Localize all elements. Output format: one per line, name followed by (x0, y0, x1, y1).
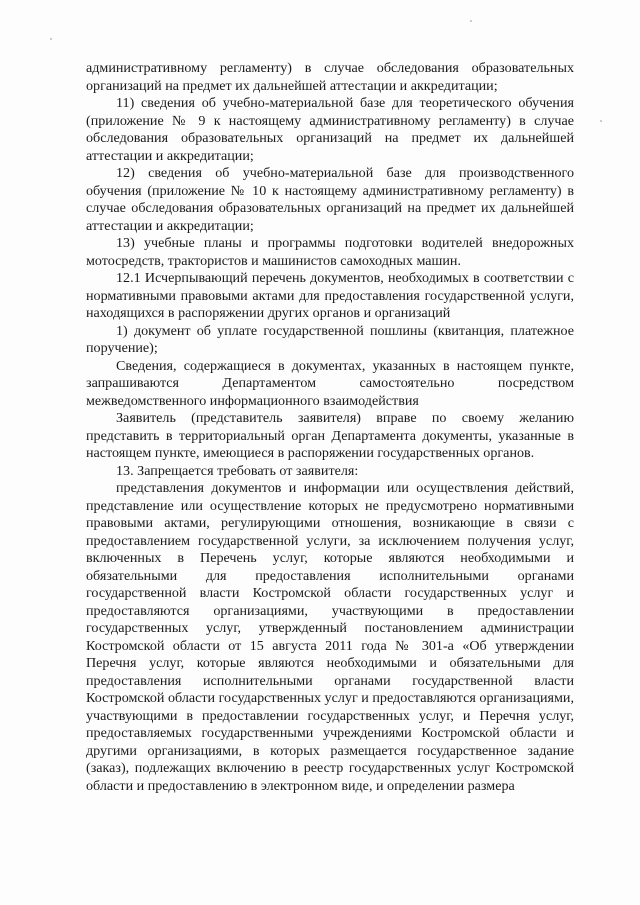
paragraph-continuation: административному регламенту) в случае обследования образовательных организаций на предмет их дальнейшей аттестации и аккредитации; (86, 60, 574, 94)
paragraph-interagency-request: Сведения, содержащиеся в документах, указанных в настоящем пункте, запрашиваются Департаментом самостоятельно посредством межведомственного информационного взаимодействия (86, 357, 574, 409)
scan-speck (50, 38, 52, 40)
paragraph-item-11: 11) сведения об учебно-материальной базе для теоретического обучения (приложение № 9 к настоящему административному регламенту) в случае обследования образовательных организаций на предмет их дальнейшей аттестации и аккредитации; (86, 95, 574, 164)
paragraph-fee-document: 1) документ об уплате государственной пошлины (квитанция, платежное поручение); (86, 322, 574, 356)
paragraph-section-12-1: 12.1 Исчерпывающий перечень документов, необходимых в соответствии с нормативными правовыми актами для предоставления государственной услуги, находящихся в распоряжении других органов и организаций (86, 270, 574, 321)
scan-speck (470, 20, 472, 22)
document-body (86, 60, 574, 795)
scan-speck (600, 120, 602, 122)
paragraph-item-13: 13) учебные планы и программы подготовки водителей внедорожных мотосредств, трактористов и машинистов самоходных машин. (86, 235, 574, 269)
paragraph-section-13-heading: 13. Запрещается требовать от заявителя: (116, 462, 359, 479)
paragraph-prohibited-requirements: представления документов и информации или осуществления действий, представление или осуществление которых не предусмотрено нормативными правовыми актами, регулирующими отношения, возникающие в связи с предоставлением государственной услуги, за исключением получения услуг, включенных в Перечень услуг, которые являются необходимыми и обязательными для предоставления исполнительными органами государственной власти Костромской области государственных услуг и предоставляются организациями, участвующими в предоставлении государственных услуг, утвержденный постановлением администрации Костромской области от 15 августа 2011 года № 301-а «Об утверждении Перечня услуг, которые являются необходимыми и обязательными для предоставления исполнительными органами государственной власти Костромской области государственных услуг и предоставляются организациями, участвующими в предоставлении государственных услуг, и Перечня услуг, предоставляемых государственными учреждениями Костромской области и другими организациями, в которых размещается государственное задание (заказ), подлежащих включению в реестр государственных услуг Костромской области и предоставлению в электронном виде, и определении размера (86, 480, 574, 794)
paragraph-item-12: 12) сведения об учебно-материальной базе для производственного обучения (приложение № 10 к настоящему административному регламенту) в случае обследования образовательных организаций на предмет их дальнейшей аттестации и аккредитации; (86, 165, 574, 234)
paragraph-applicant-right: Заявитель (представитель заявителя) вправе по своему желанию представить в территориальный орган Департамента документы, указанные в настоящем пункте, имеющиеся в распоряжении государственных органов. (86, 410, 574, 461)
